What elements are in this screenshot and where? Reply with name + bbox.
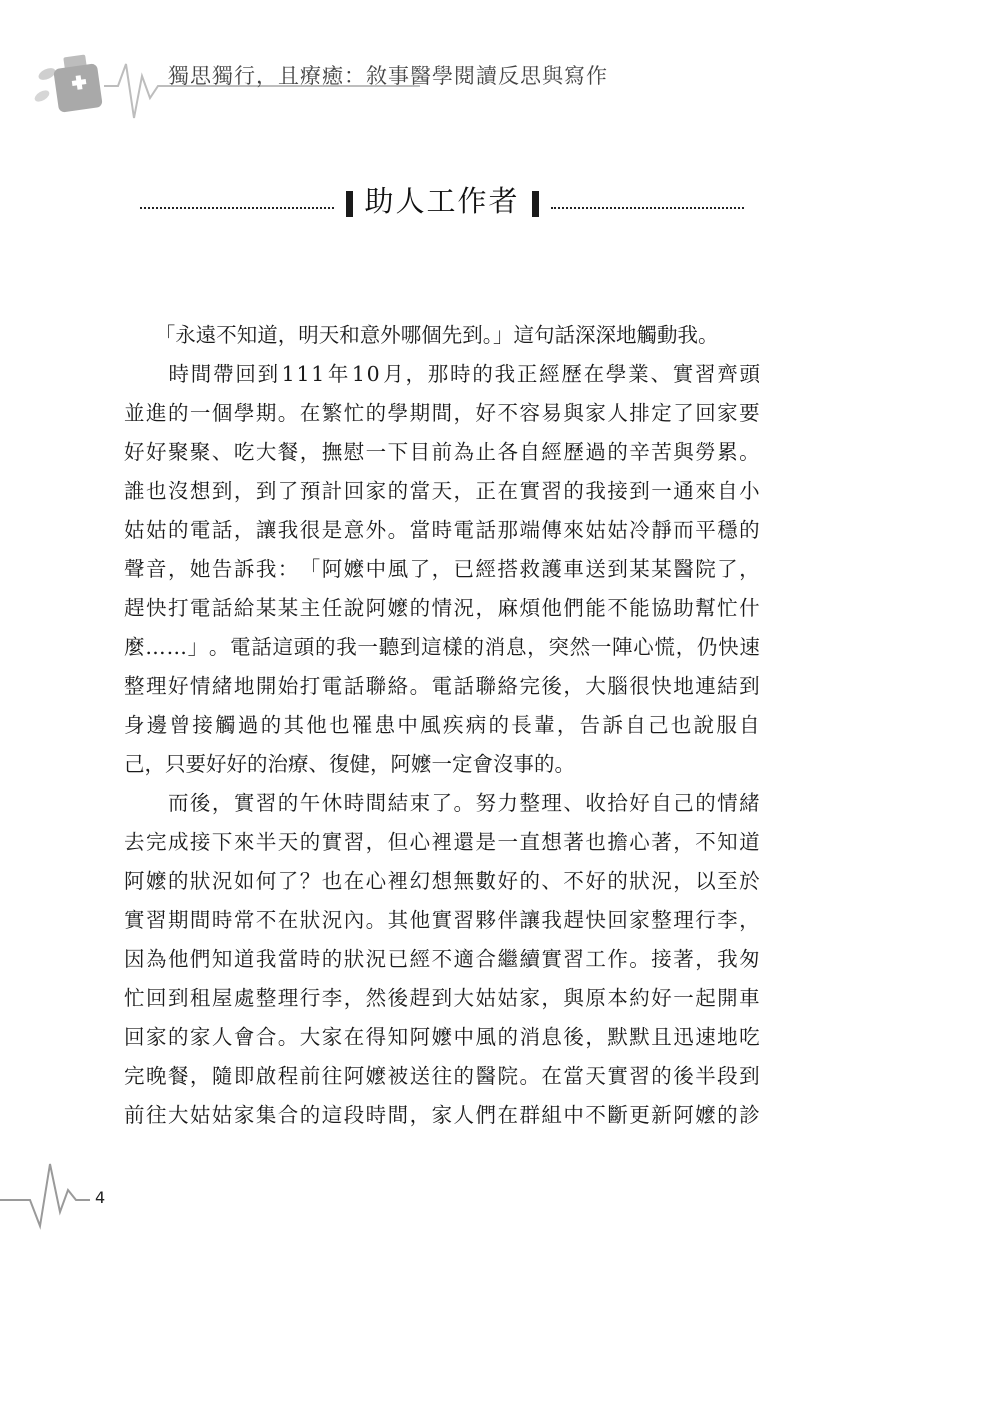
text-line: 而 後 ， 實 習 的 午 休 時 間 結 束 了 。 努 力 整 理 、 收 拾 好 自 己 的 情 緒 bbox=[167, 791, 760, 815]
dotted-rule-right bbox=[551, 207, 745, 209]
text-line: 趕 快 打 電 話 給 某 某 主 任 說 阿 嬤 的 情 況 ， 麻 煩 他 們 能 不 能 協 助 幫 忙 什 bbox=[124, 596, 760, 620]
page-header bbox=[0, 0, 1000, 130]
heading-bar-right bbox=[532, 191, 539, 217]
heading-bar-left bbox=[346, 191, 353, 217]
text-line: 完 晚 餐 ， 隨 即 啟 程 前 往 阿 嬤 被 送 往 的 醫 院 。 在 當 天 實 習 的 後 半 段 到 bbox=[124, 1064, 760, 1088]
text-line: 實 習 期 間 時 常 不 在 狀 況 內 。 其 他 實 習 夥 伴 讓 我 趕 快 回 家 整 理 行 李 ， bbox=[124, 908, 760, 932]
chapter-title: 助人工作者 bbox=[364, 183, 520, 218]
text-line: 己，只要好好的治療、復健，阿嬤一定會沒事的。 bbox=[124, 752, 575, 776]
text-line: 回 家 的 家 人 會 合 。 大 家 在 得 知 阿 嬤 中 風 的 消 息 後 ， 默 默 且 迅 速 地 吃 bbox=[124, 1025, 760, 1049]
text-line: 時 間 帶 回 到 1 1 1 年 1 0 月 ， 那 時 的 我 正 經 歷 在 學 業 、 實 習 齊 頭 bbox=[168, 362, 760, 386]
running-title: 獨思獨行，且療癒：敘事醫學閱讀反思與寫作 bbox=[168, 64, 608, 88]
text-line: 聲 音 ， 她 告 訴 我 ： 「 阿 嬤 中 風 了 ， 已 經 搭 救 護 車 送 到 某 某 醫 院 了 ， bbox=[124, 557, 760, 581]
page-number: 4 bbox=[95, 1188, 106, 1207]
chapter-heading bbox=[140, 176, 744, 222]
body-text bbox=[124, 316, 760, 1135]
text-line: 姑 姑 的 電 話 ， 讓 我 很 是 意 外 。 當 時 電 話 那 端 傳 來 姑 姑 冷 靜 而 平 穩 的 bbox=[124, 518, 760, 542]
text-line: 身 邊 曾 接 觸 過 的 其 他 也 罹 患 中 風 疾 病 的 長 輩 ， 告 訴 自 己 也 說 服 自 bbox=[124, 713, 760, 737]
text-line: 好 好 聚 聚 、 吃 大 餐 ， 撫 慰 一 下 目 前 為 止 各 自 經 歷 過 的 辛 苦 與 勞 累 。 bbox=[124, 440, 760, 464]
text-line: 麼 … … 」 。 電 話 這 頭 的 我 一 聽 到 這 樣 的 消 息 ， 突 然 一 陣 心 慌 ， 仍 快 速 bbox=[124, 635, 760, 659]
text-line: 去 完 成 接 下 來 半 天 的 實 習 ， 但 心 裡 還 是 一 直 想 著 也 擔 心 著 ， 不 知 道 bbox=[124, 830, 760, 854]
text-line: 因 為 他 們 知 道 我 當 時 的 狀 況 已 經 不 適 合 繼 續 實 習 工 作 。 接 著 ， 我 匆 bbox=[124, 947, 760, 971]
text-line: 忙 回 到 租 屋 處 整 理 行 李 ， 然 後 趕 到 大 姑 姑 家 ， 與 原 本 約 好 一 起 開 車 bbox=[124, 986, 760, 1010]
text-line: 並 進 的 一 個 學 期 。 在 繁 忙 的 學 期 間 ， 好 不 容 易 與 家 人 排 定 了 回 家 要 bbox=[124, 401, 760, 425]
text-line: 阿 嬤 的 狀 況 如 何 了 ？ 也 在 心 裡 幻 想 無 數 好 的 、 不 好 的 狀 況 ， 以 至 於 bbox=[124, 869, 760, 893]
text-line: 「永遠不知道，明天和意外哪個先到。」這句話深深地觸動我。 bbox=[124, 323, 719, 347]
text-line: 前 往 大 姑 姑 家 集 合 的 這 段 時 間 ， 家 人 們 在 群 組 中 不 斷 更 新 阿 嬤 的 診 bbox=[124, 1103, 760, 1127]
dotted-rule-left bbox=[140, 207, 334, 209]
text-line: 誰 也 沒 想 到 ， 到 了 預 計 回 家 的 當 天 ， 正 在 實 習 的 我 接 到 一 通 來 自 小 bbox=[124, 479, 760, 503]
text-line: 整 理 好 情 緒 地 開 始 打 電 話 聯 絡 。 電 話 聯 絡 完 後 ， 大 腦 很 快 地 連 結 到 bbox=[124, 674, 760, 698]
